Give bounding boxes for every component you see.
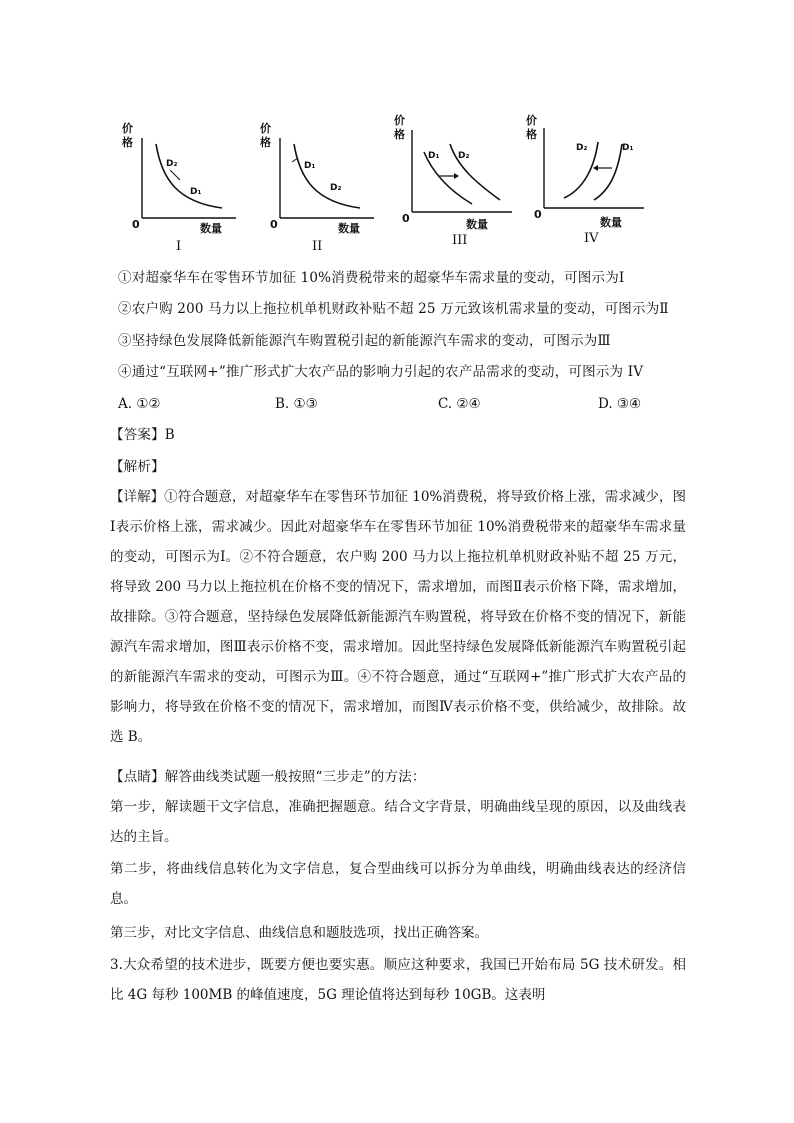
x-axis-label: 数量	[338, 222, 360, 235]
figure-roman-label: II	[312, 239, 323, 254]
y-axis-label-bottom: 格	[394, 128, 405, 141]
movement-arrow	[170, 170, 180, 180]
figure-ii-graph	[256, 110, 386, 254]
figure-roman-label: III	[452, 233, 468, 248]
shift-arrowhead	[454, 173, 459, 179]
curve-label-d2: D₂	[166, 159, 178, 169]
step-3: 第三步，对比文字信息、曲线信息和题肢选项，找出正确答案。	[110, 925, 488, 941]
curve-label-d2: D₂	[330, 183, 342, 193]
detail-paragraph: 【详解】①符合题意，对超豪华车在零售环节加征 10%消费税，将导致价格上涨，需求减少，图Ⅰ表示价格上涨，需求减少。因此对超豪华车在零售环节加征 10%消费税带来的超豪华车需求量的变动，可图示为Ⅰ。②不符合题意，农户购 200 马力以上拖拉机单机财政补贴不超 25 万元，将导致 200 马力以上拖拉机在价格不变的情况下，需求增加，而图Ⅱ表示价格下降，需求增加，故排除。③符合题意，坚持绿色发展降低新能源汽车购置税，将导致在价格不变的情况下，新能源汽车需求增加，图Ⅲ表示价格不变，需求增加。因此坚持绿色发展降低新能源汽车购置税引起的新能源汽车需求的变动，可图示为Ⅲ。④不符合题意，通过“互联网+”推广形式扩大农产品的影响力，将导致在价格不变的情况下，需求增加，而图Ⅳ表示价格不变，供给减少，故排除。故选 B。	[110, 489, 686, 745]
figure-roman-label: IV	[584, 231, 599, 246]
y-axis-label-top: 价	[394, 114, 405, 127]
x-axis-label: 数量	[200, 222, 222, 235]
statement-3: ③坚持绿色发展降低新能源汽车购置税引起的新能源汽车需求的变动，可图示为Ⅲ	[118, 333, 611, 349]
y-axis-label-bottom: 格	[122, 136, 133, 149]
y-axis-label-top: 价	[526, 114, 537, 127]
figure-ii	[256, 110, 386, 254]
statement-1: ①对超豪华车在零售环节加征 10%消费税带来的超豪华车需求量的变动，可图示为Ⅰ	[118, 270, 625, 286]
step-1: 第一步，解读题干文字信息，准确把握题意。结合文字背景，明确曲线呈现的原因，以及曲线表达的主旨。	[110, 799, 686, 845]
shift-arrowhead	[593, 165, 598, 171]
step-2: 第二步，将曲线信息转化为文字信息，复合型曲线可以拆分为单曲线，明确曲线表达的经济信息。	[110, 861, 686, 907]
curve-label-d1: D₁	[304, 161, 316, 171]
x-axis-label: 数量	[466, 218, 488, 231]
option-a: A. ①②	[118, 396, 161, 412]
curve-label-d1: D₁	[190, 187, 202, 197]
option-d: D. ③④	[598, 396, 642, 412]
origin-label: 0	[534, 208, 542, 221]
origin-label: 0	[270, 218, 278, 231]
figure-roman-label: I	[176, 239, 182, 254]
demand-curve	[156, 144, 222, 208]
figure-iv-graph	[526, 110, 656, 250]
statement-4: ④通过“互联网+”推广形式扩大农产品的影响力引起的农产品需求的变动，可图示为 IV	[118, 364, 644, 380]
figure-iii-graph	[394, 110, 524, 250]
statement-2: ②农户购 200 马力以上拖拉机单机财政补贴不超 25 万元致该机需求量的变动，可图示为Ⅱ	[118, 301, 669, 317]
figure-i-graph	[118, 110, 248, 254]
figure-iii	[394, 110, 524, 250]
answer: 【答案】B	[110, 427, 175, 443]
supply-curve-d1	[594, 144, 622, 200]
option-c: C. ②④	[438, 396, 481, 412]
option-b: B. ①③	[275, 396, 318, 412]
question-3: 3.大众希望的技术进步，既要方便也要实惠。顺应这种要求，我国已开始布局 5G 技术研发。相比 4G 每秒 100MB 的峰值速度，5G 理论值将达到每秒 10GB。这表明	[110, 957, 686, 1003]
curve-label-d1: D₁	[622, 143, 634, 153]
curve-label-d2: D₂	[458, 151, 470, 161]
analysis-heading: 【解析】	[110, 459, 165, 475]
y-axis-label-bottom: 格	[260, 136, 271, 149]
tip-heading: 【点睛】解答曲线类试题一般按照“三步走”的方法：	[110, 769, 426, 785]
x-axis-label: 数量	[600, 216, 622, 229]
curve-label-d1: D₁	[428, 151, 440, 161]
origin-label: 0	[402, 212, 410, 225]
curve-label-d2: D₂	[576, 143, 588, 153]
figure-iv	[526, 110, 656, 250]
demand-curve-figures	[118, 110, 658, 254]
figure-i	[118, 110, 248, 254]
origin-label: 0	[132, 218, 140, 231]
y-axis-label-top: 价	[122, 122, 133, 135]
y-axis-label-bottom: 格	[526, 128, 537, 141]
y-axis-label-top: 价	[260, 122, 271, 135]
demand-curve	[294, 144, 360, 208]
